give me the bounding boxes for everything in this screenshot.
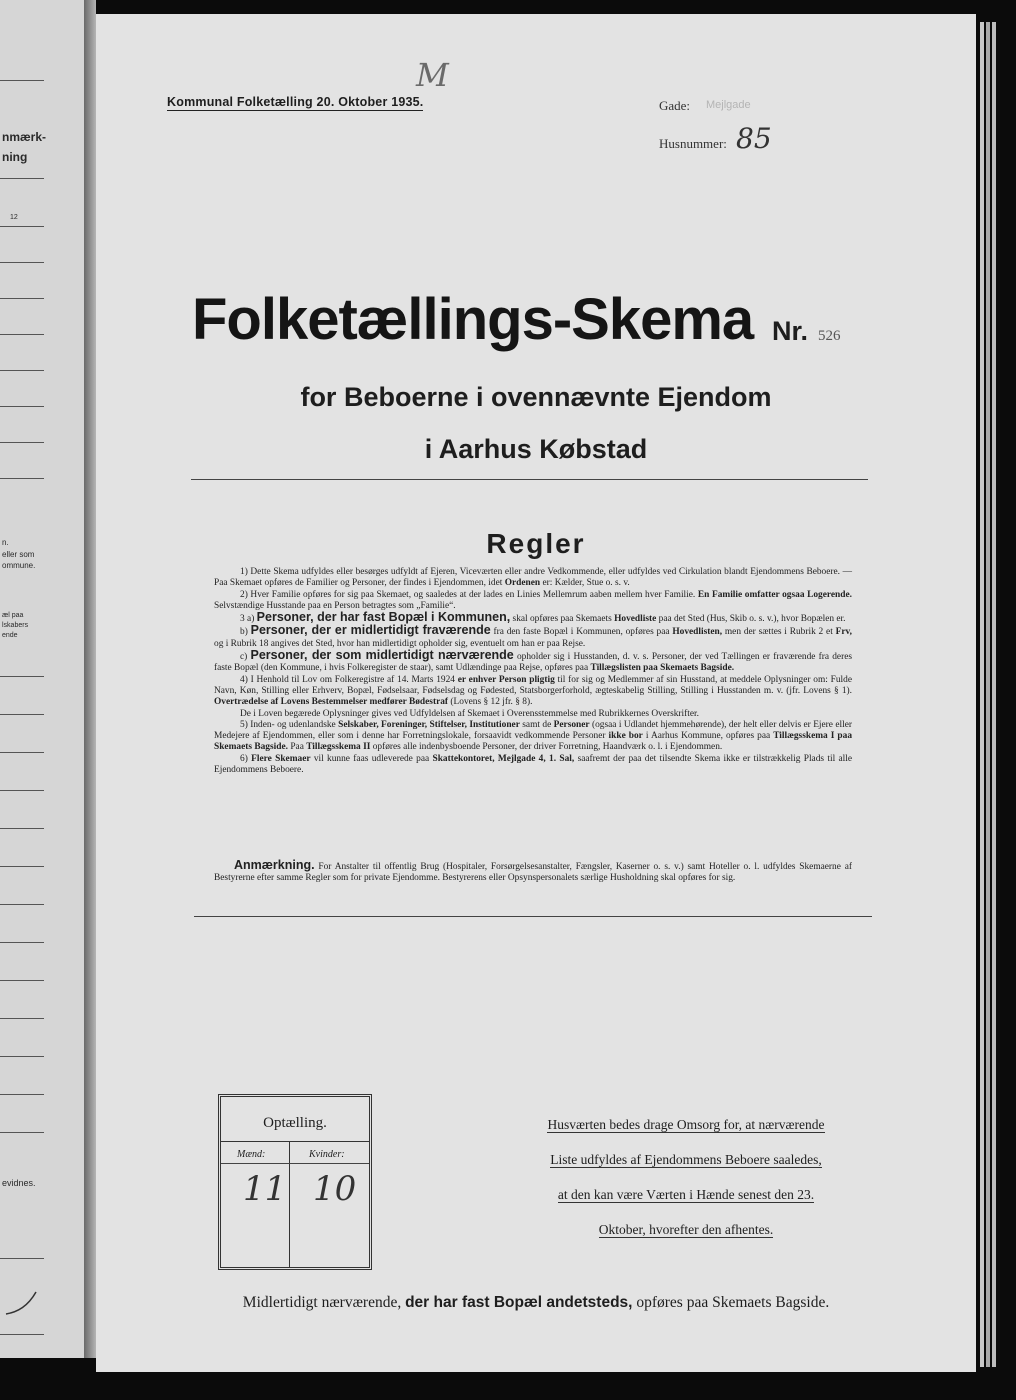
left-page-fragment [0,0,85,1358]
book-gutter [84,0,96,1358]
footer-part: opføres paa Skemaets Bagside. [636,1294,830,1311]
rule-5: 5) Inden- og udenlandske Selskaber, Foreninger, Stiftelser, Institutioner samt de Personer (ogsaa i Udlandet hjemmehørende), der helt eller delvis er Ejere eller Medejere af Ejendommen, eller som i denne har Forretningslokale, forsaavidt vedkommende Personer ikke bor i Aarhus Kommune, opføres paa Tillægsskema I paa Skemaets Bagside. Paa Tillægsskema II opføres alle indenbysboende Personer, der driver Forretning, Haandværk o. l. i Ejendommen. [214,719,853,753]
divider [0,1094,44,1095]
divider [0,226,44,227]
women-label: Kvinder: [309,1149,345,1160]
section-divider [194,916,872,917]
count-title: Optælling. [263,1115,327,1131]
divider [289,1141,290,1267]
divider [0,1018,44,1019]
count-box [218,1094,372,1270]
divider [0,370,44,371]
rule-3c: c) Personer, der som midlertidigt nærværende opholder sig i Husstanden, d. v. s. Personer, der ved Tællingen er fraværende fra deres faste Bopæl (den Kommune, i hvis Folkeregister de staar), samt Udlændinge paa Rejse, opføres paa Tillægslisten paa Skemaets Bagside. [214,648,853,674]
page-edge [992,22,996,1367]
corner-handwritten-mark: M [416,56,449,94]
rule-1: 1) Dette Skema udfyldes eller besørges udfyldt af Ejeren, Viceværten eller andre Vedkommende, eller udfyldes ved Cirkulation blandt Ejendommens Beboere. — Paa Skemaet opføres de Familier og Personer, der findes i Ejendommen, idet Ordenen er: Kælder, Stue o. s. v. [214,567,852,589]
rule-2: 2) Hver Familie opføres for sig paa Skemaet, og saaledes at der lades en Linies Mellemrum aaben mellem hver Familie. En Familie omfatter ogsaa Logerende. Selvstændige Husstande paa en Person betragtes som „Familie“. [214,589,852,611]
street-label: Gade: [659,98,691,113]
footer-part: Midlertidigt nærværende, [242,1294,402,1311]
rules-text [214,567,852,776]
rule-3a: 3 a) Personer, der har fast Bopæl i Kommunen, skal opføres paa Skemaets Hovedliste paa det Sted (Hus, Skib o. s. v.), hvor Bopælen er. [240,610,846,625]
census-title: Kommunal Folketælling 20. Oktober 1935. [167,95,424,109]
divider [0,980,44,981]
divider [0,752,44,753]
house-number-value: 85 [736,122,772,155]
divider [0,1132,44,1133]
left-page-text: ning [2,150,28,164]
notice-line: Liste udfyldes af Ejendommens Beboere saaledes, [550,1152,822,1167]
divider [0,80,44,81]
left-page-text: æl paa [2,612,24,619]
divider [0,714,44,715]
street-stamp: Mejlgade [706,99,751,111]
form-number-label: Nr. [772,316,809,346]
divider [0,406,44,407]
left-page-text: n. [2,538,9,547]
divider [0,790,44,791]
notice-line: at den kan være Værten i Hænde senest den 23. [557,1187,815,1202]
divider [0,334,44,335]
notice-line: Husværten bedes drage Omsorg for, at nærværende [547,1117,825,1132]
men-count: 11 [243,1169,287,1209]
left-page-text: ommune. [2,561,36,570]
rule-6: 6) Flere Skemaer vil kunne faas udleverede paa Skattekontoret, Mejlgade 4, 1. Sal, saafremt der paa det tilsendte Skema ikke er tilstrækkelig Plads til alle Ejendommens Beboere. [214,753,853,776]
left-page-text: evidnes. [2,1178,36,1188]
divider [221,1141,369,1142]
women-count: 10 [313,1169,357,1209]
remark-label: Anmærkning. [234,858,315,872]
page-edge [986,22,990,1367]
divider [0,904,44,905]
divider [0,942,44,943]
left-page-text: lskabers [2,622,29,629]
divider [0,442,44,443]
divider [0,262,44,263]
rule-4: 4) I Henhold til Lov om Folkeregistre af 14. Marts 1924 er enhver Person pligtig til for sig og Medlemmer af sin Husstand, at meddele Oplysninger om: Fulde Navn, Køn, Stilling eller Erhverv, Bopæl, Fødselsaar, Fødselsdag og Fødested, Statsborgerforhold, ægteskabelig Stilling, Stilling i Husstanden m. v. (jfr. Lovens § 1). Overtrædelse af Lovens Bestemmelser medfører Bødestraf (Lovens § 12 jfr. § 8). [214,674,852,708]
landlord-notice [521,1107,851,1247]
rule-4-note: De i Loven begærede Oplysninger gives ved Udfyldelsen af Skemaet i Overensstemmelse med Rubrikkernes Overskrifter. [240,708,699,719]
divider [0,1056,44,1057]
left-page-text: nmærk- [2,130,47,144]
page-edge [980,22,984,1367]
divider [221,1163,369,1164]
divider [0,478,44,479]
rule-3b: b) Personer, der er midlertidigt fraværende fra den faste Bopæl i Kommunen, opføres paa Hovedlisten, men der sættes i Rubrik 2 et Frv, og i Rubrik 18 angives det Sted, hvor han midlertidigt opholder sig, eventuelt om han er paa Rejse. [214,623,853,649]
footer-part-bold: der har fast Bopæl andetsteds, [405,1294,633,1311]
notice-line: Oktober, hvorefter den afhentes. [598,1222,774,1237]
divider [0,178,44,179]
left-page-text: 12 [10,214,18,221]
divider [0,1258,44,1259]
divider [0,676,44,677]
census-form-page [96,14,976,1372]
footer-note [96,1294,976,1312]
left-page-text: ende [2,632,18,639]
rules-heading: Regler [486,528,586,559]
form-title: Folketællings-Skema [192,287,754,352]
form-subtitle: for Beboerne i ovennævnte Ejendom [300,382,772,412]
divider [0,1334,44,1335]
divider [0,298,44,299]
remark-body: For Anstalter til offentlig Brug (Hospitaler, Forsørgelsesanstalter, Fængsler, Kaserner o. s. v.) samt Hoteller o. l. udfyldes Skemaerne af Bestyrerne efter samme Regler som for private Ejendomme. Bestyrerens eller Opsynspersonalets særlige Husholdning skal opføres for sig. [214,862,852,884]
handwritten-mark [4,1288,44,1318]
house-number-label: Husnummer: [659,136,727,151]
form-number-value: 526 [818,328,841,344]
divider [0,866,44,867]
title-divider [191,479,868,480]
remark-text [214,860,852,885]
men-label: Mænd: [237,1149,266,1160]
divider [0,828,44,829]
left-page-text: eller som [2,550,35,559]
form-subtitle-city: i Aarhus Købstad [424,434,648,464]
